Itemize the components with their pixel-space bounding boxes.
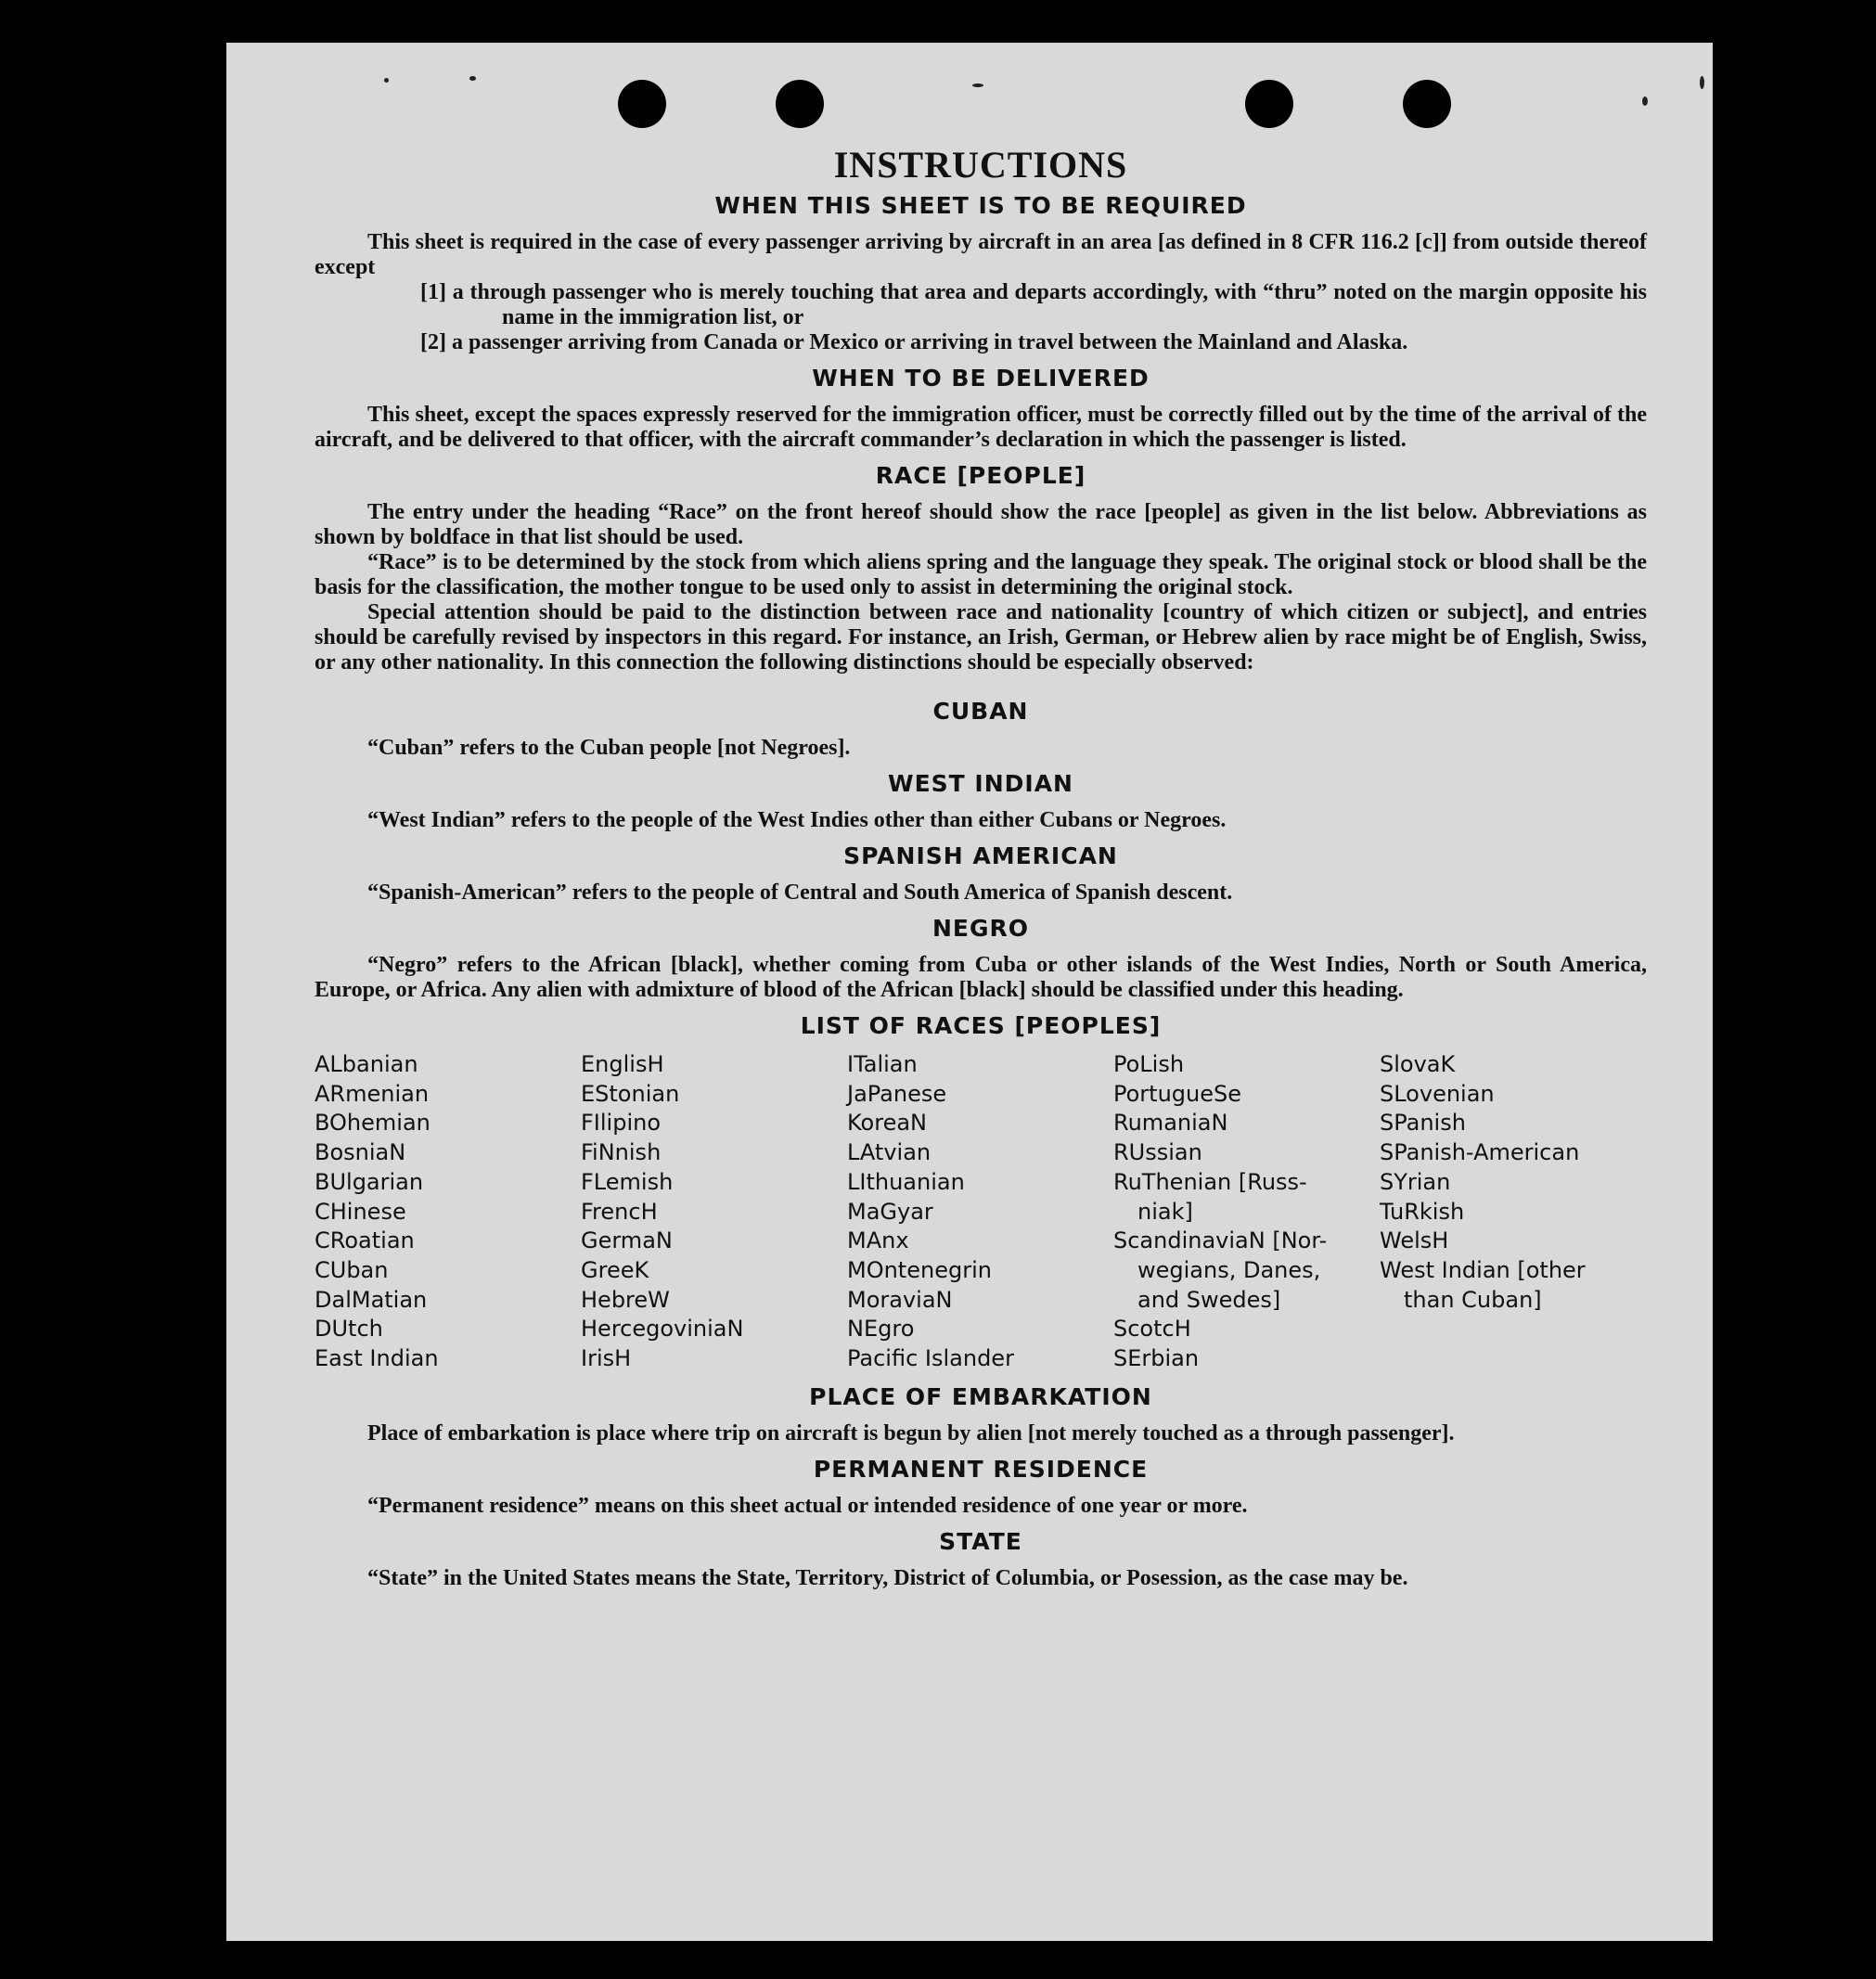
- race-entry: West Indian [other: [1380, 1256, 1586, 1283]
- paragraph-race-entry: The entry under the heading “Race” on the front hereof should show the race [people] as given in the list below. Abbreviations as shown by boldface in that list should be used.: [315, 500, 1647, 549]
- paragraph-negro: “Negro” refers to the African [black], whether coming from Cuba or other islands of the West Indies, North or South America, Europe, or Africa. Any alien with admixture of blood of the African [black] should be classified under this heading.: [315, 953, 1647, 1002]
- race-entry: DalMatian: [315, 1286, 428, 1313]
- race-entry: FiNnish: [581, 1139, 662, 1166]
- race-entry: SErbian: [1113, 1345, 1200, 1372]
- race-entry-continuation: wegians, Danes,: [1137, 1256, 1321, 1283]
- race-column-3: [847, 1050, 1113, 1374]
- race-entry: SPanish: [1380, 1110, 1466, 1137]
- paragraph-permanent-residence: “Permanent residence” means on this sheet actual or intended residence of one year or more.: [367, 1493, 1248, 1518]
- race-entry: MOntenegrin: [847, 1256, 992, 1283]
- instructions-content: [315, 143, 1647, 1591]
- race-entry-continuation: than Cuban]: [1404, 1286, 1542, 1313]
- race-entry: WelsH: [1380, 1227, 1449, 1254]
- paragraph-west-indian: “West Indian” refers to the people of the West Indies other than either Cubans or Negroes.: [367, 808, 1227, 832]
- race-entry: SPanish-American: [1380, 1139, 1580, 1166]
- race-column-5: [1380, 1050, 1646, 1374]
- paragraph-state: “State” in the United States means the State, Territory, District of Columbia, or Posession, as the case may be.: [367, 1565, 1408, 1590]
- document-page: [226, 43, 1713, 1941]
- race-entry: CRoatian: [315, 1227, 415, 1254]
- paragraph-when-required: This sheet is required in the case of every passenger arriving by aircraft in an area [as defined in 8 CFR 116.2 [c]] from outside thereof except: [315, 230, 1647, 279]
- heading-permanent-residence: PERMANENT RESIDENCE: [813, 1455, 1149, 1483]
- heading-state: STATE: [939, 1527, 1022, 1555]
- heading-embarkation: PLACE OF EMBARKATION: [809, 1382, 1152, 1410]
- paragraph-race-distinction: Special attention should be paid to the distinction between race and nationality [country of which citizen or subject], and entries should be carefully revised by inspectors in this regard. For instance, an Irish, German, or Hebrew alien by race might be of English, Swiss, or any other nationality. In this connection the following distinctions should be especially observed:: [315, 600, 1647, 675]
- race-entry: NEgro: [847, 1316, 915, 1343]
- race-entry: GreeK: [581, 1256, 649, 1283]
- race-entry: FrencH: [581, 1198, 658, 1225]
- heading-west-indian: WEST INDIAN: [888, 770, 1073, 797]
- race-entry: JaPanese: [847, 1080, 947, 1107]
- race-entry: ScandinaviaN [Nor-: [1113, 1227, 1328, 1254]
- page-title: INSTRUCTIONS: [833, 144, 1128, 186]
- race-entry: East Indian: [315, 1345, 439, 1372]
- race-list: [315, 1050, 1647, 1374]
- heading-when-delivered: WHEN TO BE DELIVERED: [812, 365, 1150, 392]
- race-entry: LAtvian: [847, 1139, 932, 1166]
- scan-speck: [972, 84, 983, 87]
- punch-hole: [618, 80, 666, 128]
- race-entry: LIthuanian: [847, 1168, 965, 1195]
- list-item-canada-mexico: [2] a passenger arriving from Canada or Mexico or arriving in travel between the Mainland and Alaska.: [420, 330, 1408, 354]
- heading-negro: NEGRO: [932, 915, 1030, 942]
- race-entry: HebreW: [581, 1286, 670, 1313]
- race-entry: MaGyar: [847, 1198, 933, 1225]
- race-entry-continuation: and Swedes]: [1137, 1286, 1281, 1313]
- paragraph-race-definition: “Race” is to be determined by the stock from which aliens spring and the language they speak. The original stock or blood shall be the basis for the classification, the mother tongue to be used only to assist in determining the original stock.: [315, 550, 1647, 599]
- race-entry: KoreaN: [847, 1110, 927, 1137]
- punch-hole: [1403, 80, 1451, 128]
- race-entry: GermaN: [581, 1227, 673, 1254]
- race-entry: SYrian: [1380, 1168, 1451, 1195]
- race-entry: MAnx: [847, 1227, 909, 1254]
- scan-speck: [469, 76, 476, 81]
- race-entry: RuThenian [Russ-: [1113, 1168, 1307, 1195]
- paragraph-embarkation: Place of embarkation is place where trip on aircraft is begun by alien [not merely touched as a through passenger].: [367, 1420, 1455, 1446]
- race-entry-continuation: niak]: [1137, 1198, 1193, 1225]
- race-entry: EnglisH: [581, 1051, 664, 1077]
- race-entry: IrisH: [581, 1345, 632, 1372]
- race-entry: SLovenian: [1380, 1080, 1495, 1107]
- heading-cuban: CUBAN: [932, 698, 1029, 725]
- paragraph-spanish-american: “Spanish-American” refers to the people of Central and South America of Spanish descent.: [367, 880, 1233, 905]
- heading-spanish-american: SPANISH AMERICAN: [843, 842, 1118, 869]
- race-entry: RUssian: [1113, 1139, 1202, 1166]
- heading-list-of-races: LIST OF RACES [PEOPLES]: [800, 1012, 1162, 1039]
- heading-when-required: WHEN THIS SHEET IS TO BE REQUIRED: [714, 192, 1247, 219]
- race-entry: DUtch: [315, 1316, 383, 1343]
- race-column-1: [315, 1050, 581, 1374]
- race-entry: ScotcH: [1113, 1316, 1191, 1343]
- race-entry: ITalian: [847, 1051, 918, 1077]
- race-entry: BosniaN: [315, 1139, 406, 1166]
- paragraph-cuban: “Cuban” refers to the Cuban people [not Negroes].: [367, 736, 851, 760]
- scan-speck: [1642, 96, 1648, 106]
- list-item-through-passenger: [1] a through passenger who is merely touching that area and departs accordingly, with “thru” noted on the margin opposite his name in the immigration list, or: [420, 280, 1647, 329]
- race-entry: HercegoviniaN: [581, 1316, 744, 1343]
- race-entry: EStonian: [581, 1080, 680, 1107]
- race-entry: BUlgarian: [315, 1168, 424, 1195]
- race-entry: CUban: [315, 1256, 389, 1283]
- scan-speck: [1700, 76, 1704, 89]
- race-entry: MoraviaN: [847, 1286, 953, 1313]
- race-column-2: [581, 1050, 847, 1374]
- scan-speck: [384, 78, 389, 83]
- race-entry: TuRkish: [1380, 1198, 1465, 1225]
- heading-race: RACE [PEOPLE]: [875, 462, 1086, 489]
- race-entry: RumaniaN: [1113, 1110, 1228, 1137]
- race-column-4: [1113, 1050, 1380, 1374]
- race-entry: PoLish: [1113, 1051, 1185, 1077]
- race-entry: ALbanian: [315, 1051, 418, 1077]
- race-entry: BOhemian: [315, 1110, 430, 1137]
- race-entry: FIlipino: [581, 1110, 662, 1137]
- punch-hole: [776, 80, 824, 128]
- race-entry: PortugueSe: [1113, 1080, 1241, 1107]
- race-entry: FLemish: [581, 1168, 674, 1195]
- race-entry: Pacific Islander: [847, 1345, 1014, 1372]
- race-entry: ARmenian: [315, 1080, 430, 1107]
- race-entry: CHinese: [315, 1198, 406, 1225]
- punch-hole: [1245, 80, 1293, 128]
- race-entry: SlovaK: [1380, 1051, 1456, 1077]
- paragraph-when-delivered: This sheet, except the spaces expressly reserved for the immigration officer, must be correctly filled out by the time of the arrival of the aircraft, and be delivered to that officer, with the aircraft commander’s declaration in which the passenger is listed.: [315, 403, 1647, 452]
